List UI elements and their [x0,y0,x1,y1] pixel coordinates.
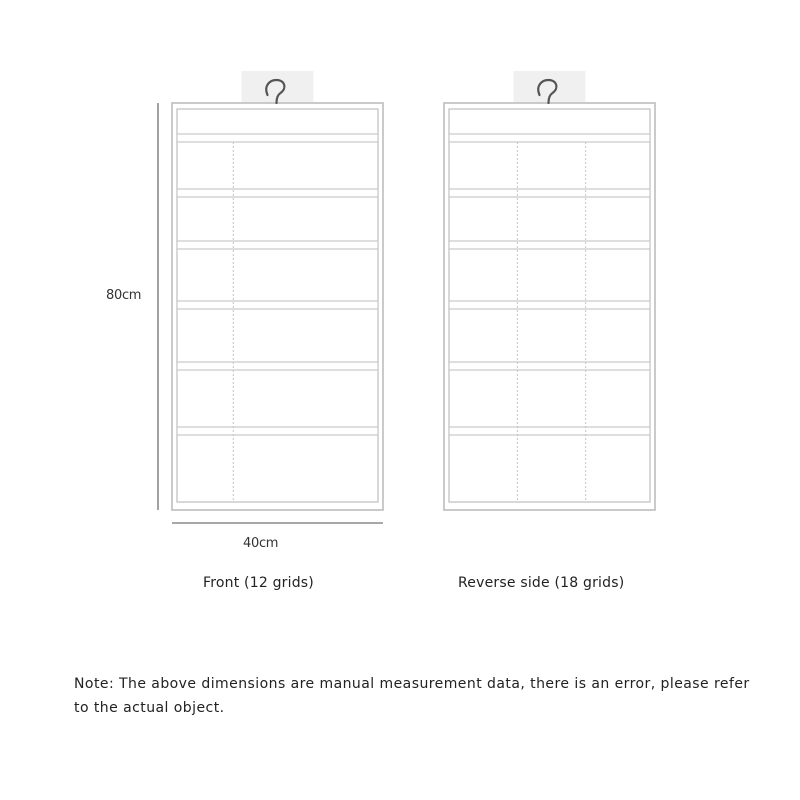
width-label: 40cm [243,536,279,551]
pocket-strip [177,301,378,309]
pocket-strip [449,189,650,197]
pocket-strip [449,241,650,249]
pocket-strip [177,362,378,370]
measurement-note: Note: The above dimensions are manual measurement data, there is an error, please refer to the actual object. [74,676,750,716]
pocket-strip [177,241,378,249]
pocket-strip [449,427,650,435]
pocket-strip [449,134,650,142]
pocket-strip [177,189,378,197]
reverse-organizer [444,71,655,510]
front-caption: Front (12 grids) [203,575,314,591]
height-label: 80cm [106,288,142,303]
pocket-strip [449,301,650,309]
pocket-strip [177,134,378,142]
pocket-strip [449,362,650,370]
pocket-strip [177,427,378,435]
front-organizer [172,71,383,510]
reverse-caption: Reverse side (18 grids) [458,575,625,591]
